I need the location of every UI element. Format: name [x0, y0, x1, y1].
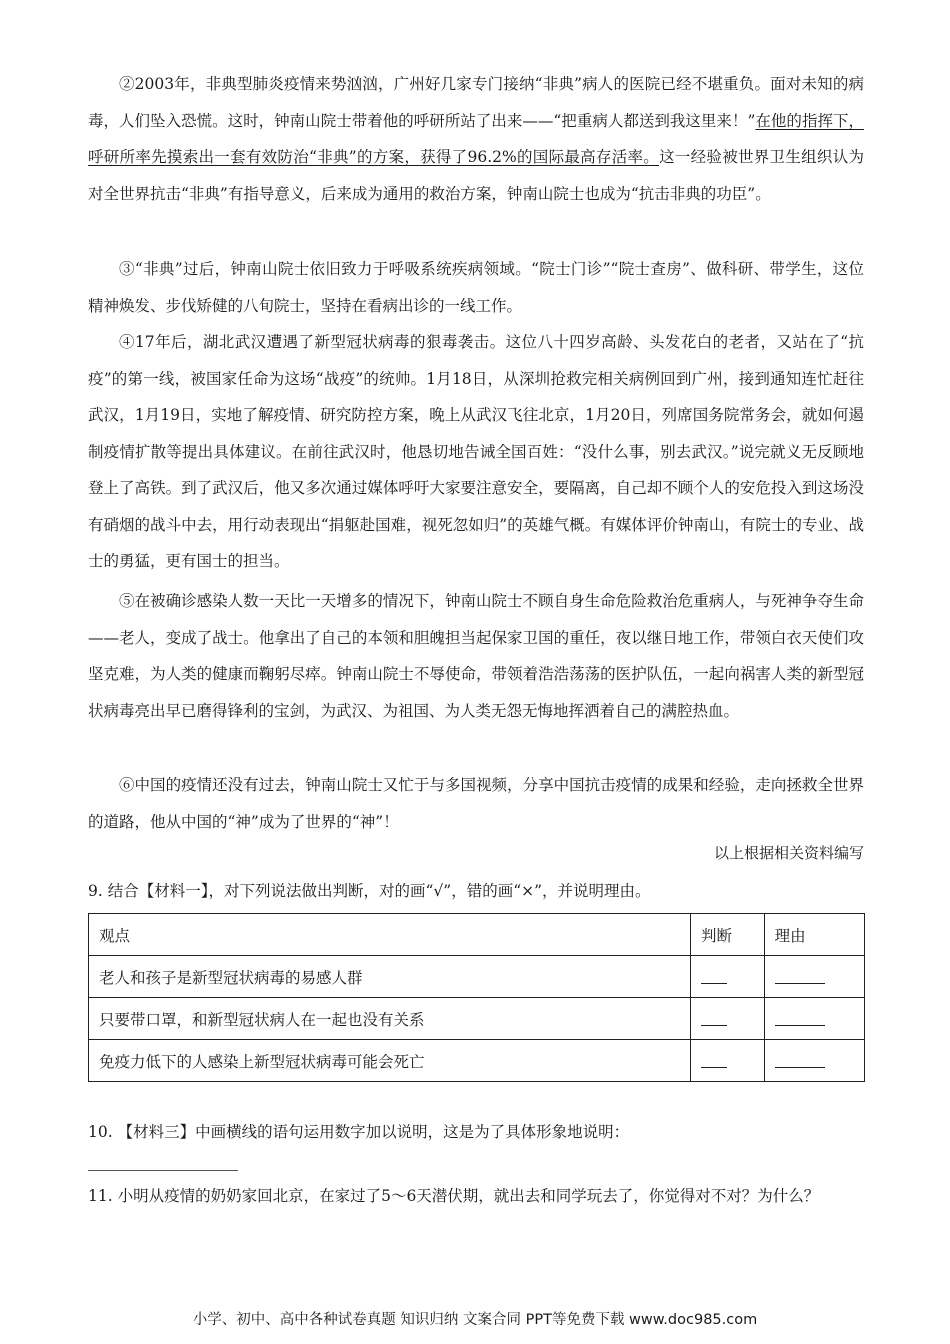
row-statement: 只要带口罩，和新型冠状病人在一起也没有关系: [89, 998, 691, 1040]
footer-text: 小学、初中、高中各种试卷真题 知识归纳 文案合同 PPT等免费下载 www.doc985.com: [192, 1312, 758, 1328]
table-header-row: [89, 914, 865, 956]
paragraph-6: ⑥中国的疫情还没有过去，钟南山院士又忙于与多国视频，分享中国抗击疫情的成果和经验，走向拯救全世界的道路，他从中国的“神”成为了世界的“神”！: [88, 776, 864, 831]
judgement-table: [88, 913, 865, 1082]
reason-blank[interactable]: [775, 1055, 825, 1068]
reason-blank[interactable]: [775, 971, 825, 984]
table-row: [89, 1040, 865, 1082]
question-9-prompt: 9. 结合【材料一】，对下列说法做出判断，对的画“√”，错的画“×”，并说明理由。: [88, 882, 651, 900]
source-note: 以上根据相关资料编写: [713, 844, 864, 862]
paragraph-2: [88, 66, 864, 212]
underlined-sentence: 在他的指挥下，呼研所率先摸索出一套有效防治“非典”的方案，获得了96.2%的国际最高存活率。: [88, 111, 864, 166]
judgement-blank[interactable]: [701, 971, 727, 984]
header-judgement: 判断: [690, 914, 764, 956]
table-row: [89, 998, 865, 1040]
paragraph-3: ③“非典”过后，钟南山院士依旧致力于呼吸系统疾病领域。“院士门诊”“院士查房”、做科研、带学生，这位精神焕发、步伐矫健的八旬院士，坚持在看病出诊的一线工作。: [88, 260, 864, 315]
paragraph-2-text-after: 这一经验被世界卫生组织认为对全世界抗击“非典”有指导意义，后来成为通用的救治方案，钟南山院士也成为“抗击非典的功臣”。: [88, 148, 864, 203]
header-viewpoint: 观点: [89, 914, 691, 956]
paragraph-5: ⑤在被确诊感染人数一天比一天增多的情况下，钟南山院士不顾自身生命危险救治危重病人，与死神争夺生命——老人，变成了战士。他拿出了自己的本领和胆魄担当起保家卫国的重任，夜以继日地工作，带领白衣天使们攻坚克难，为人类的健康而鞠躬尽瘁。钟南山院士不辱使命，带领着浩浩荡荡的医护队伍，一起向祸害人类的新型冠状病毒亮出早已磨得锋利的宝剑，为武汉、为祖国、为人类无怨无悔地挥洒着自己的满腔热血。: [88, 592, 864, 720]
table-row: [89, 956, 865, 998]
row-statement: 老人和孩子是新型冠状病毒的易感人群: [89, 956, 691, 998]
answer-line[interactable]: [88, 1170, 238, 1171]
question-11-prompt: 11. 小明从疫情的奶奶家回北京，在家过了5～6天潜伏期，就出去和同学玩去了，你觉得对不对？为什么？: [88, 1187, 820, 1205]
paragraph-2-text-before: ②2003年，非典型肺炎疫情来势汹汹，广州好几家专门接纳“非典”病人的医院已经不堪重负。面对未知的病毒，人们坠入恐慌。这时，钟南山院士带着他的呼研所站了出来——“把重病人都送到我这里来！”: [88, 75, 864, 130]
header-reason: 理由: [764, 914, 864, 956]
judgement-blank[interactable]: [701, 1013, 727, 1026]
row-statement: 免疫力低下的人感染上新型冠状病毒可能会死亡: [89, 1040, 691, 1082]
paragraph-4: ④17年后，湖北武汉遭遇了新型冠状病毒的狠毒袭击。这位八十四岁高龄、头发花白的老者，又站在了“抗疫”的第一线，被国家任命为这场“战疫”的统帅。1月18日，从深圳抢救完相关病例回到广州，接到通知连忙赶往武汉，1月19日，实地了解疫情、研究防控方案，晚上从武汉飞往北京，1月20日，列席国务院常务会，就如何遏制疫情扩散等提出具体建议。在前往武汉时，他恳切地告诫全国百姓：“没什么事，别去武汉。”说完就义无反顾地登上了高铁。到了武汉后，他又多次通过媒体呼吁大家要注意安全，要隔离，自己却不顾个人的安危投入到这场没有硝烟的战斗中去，用行动表现出“捐躯赴国难，视死忽如归”的英雄气概。有媒体评价钟南山，有院士的专业、战士的勇猛，更有国士的担当。: [88, 333, 864, 570]
reason-blank[interactable]: [775, 1013, 825, 1026]
question-10-prompt: 10. 【材料三】中画横线的语句运用数字加以说明，这是为了具体形象地说明：: [88, 1123, 630, 1141]
judgement-blank[interactable]: [701, 1055, 727, 1068]
